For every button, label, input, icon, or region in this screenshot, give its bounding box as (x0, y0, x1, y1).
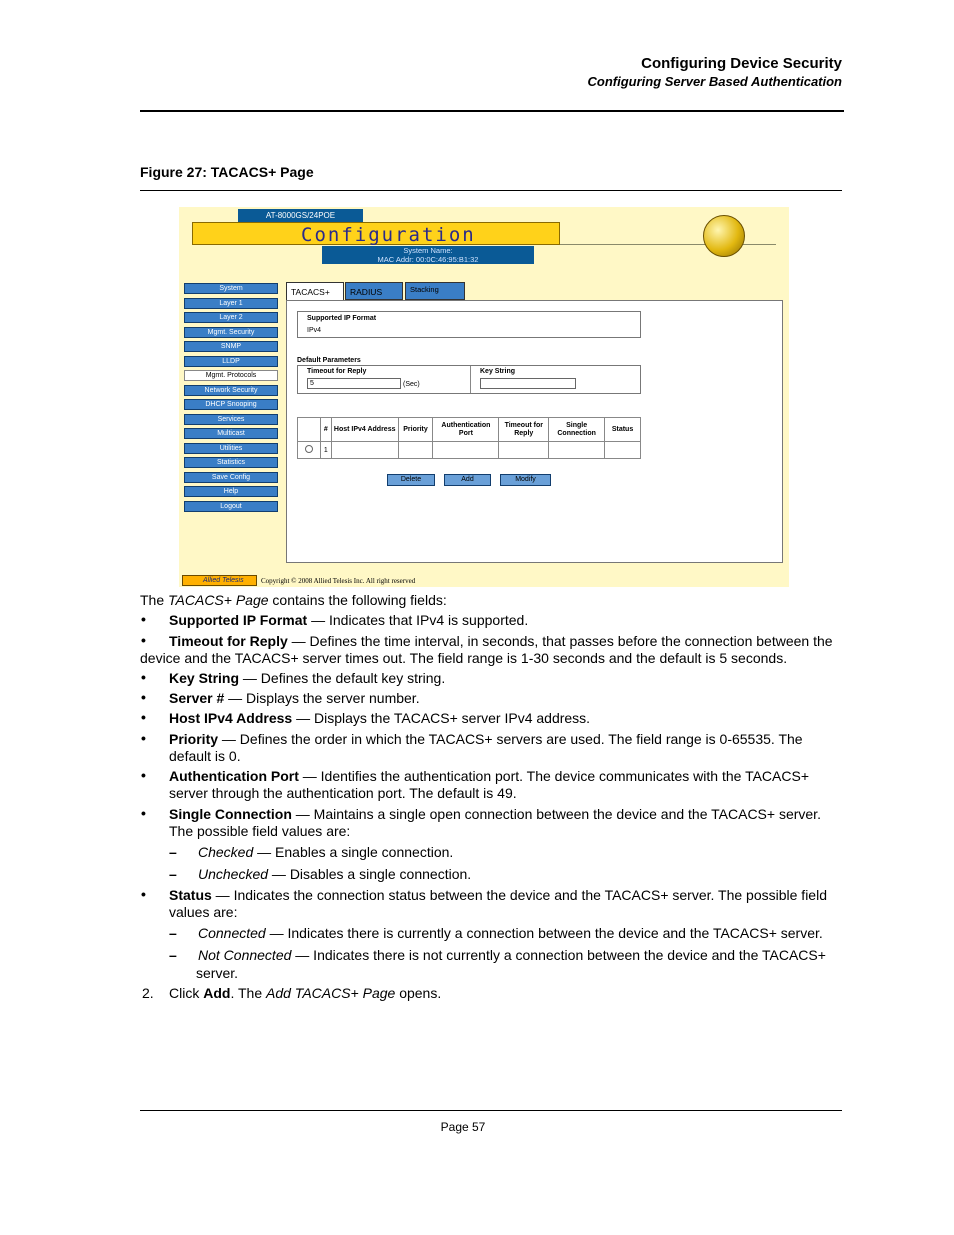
dash-marker: – (169, 866, 177, 882)
bullet-priority-cont: default is 0. (169, 748, 241, 764)
cell-timeout (499, 442, 549, 459)
bullet-host-ipv4 (169, 710, 590, 727)
dash-marker: – (169, 947, 177, 963)
nav-item-help[interactable]: Help (184, 486, 278, 497)
header-auth-port: Authentication Port (433, 418, 499, 442)
bullet-desc: — Indicates that IPv4 is supported. (307, 612, 529, 628)
sub-not-connected-cont: server. (196, 965, 239, 981)
bullet-term: Status (169, 887, 212, 903)
supported-ip-format-box (297, 311, 641, 338)
sub-connected (198, 925, 823, 942)
header-single: Single Connection (549, 418, 605, 442)
bullet-marker: • (141, 632, 146, 648)
bullet-term: Priority (169, 731, 219, 747)
nav-item-system[interactable]: System (184, 283, 278, 294)
sub-desc: — Indicates there is currently a connection between the device and the TACACS+ server. (265, 925, 823, 941)
system-info (322, 246, 534, 264)
step-mid: . The (230, 985, 266, 1001)
bullet-desc: — Maintains a single open connection between the device and the TACACS+ server. (291, 806, 821, 822)
cell-status (605, 442, 641, 459)
bullet-status (169, 887, 827, 904)
cell-single (549, 442, 605, 459)
header-timeout: Timeout for Reply (499, 418, 549, 442)
dash-marker: – (169, 844, 177, 860)
sub-term: Unchecked (198, 866, 269, 882)
cell-auth-port (433, 442, 499, 459)
nav-item-services[interactable]: Services (184, 414, 278, 425)
banner-title: Configuration (301, 224, 476, 246)
key-string-label: Key String (480, 368, 516, 375)
bullet-priority (169, 731, 803, 748)
step-post: opens. (395, 985, 442, 1001)
default-params-box (297, 365, 641, 394)
bullet-term: Key String (169, 670, 240, 686)
timeout-input[interactable]: 5 (307, 378, 401, 389)
nav-menu (184, 283, 278, 515)
bullet-term: Supported IP Format (169, 612, 308, 628)
bullet-desc: — Displays the server number. (224, 690, 420, 706)
mac-address: MAC Addr: 00:0C:46:95:B1:32 (377, 254, 479, 264)
nav-item-layer1[interactable]: Layer 1 (184, 298, 278, 309)
figure-caption: Figure 27: TACACS+ Page (140, 164, 314, 180)
delete-button[interactable]: Delete (387, 474, 435, 486)
tab-radius[interactable]: RADIUS (345, 282, 403, 300)
nav-item-lldp[interactable]: LLDP (184, 356, 278, 367)
sub-checked (198, 844, 453, 861)
intro-post: contains the following fields: (268, 592, 447, 608)
default-params-label: Default Parameters (297, 357, 361, 364)
cell-priority (398, 442, 433, 459)
bullet-single-connection-cont: The possible field values are: (169, 823, 351, 839)
section-subtitle: Configuring Server Based Authentication (587, 74, 842, 89)
timeout-label: Timeout for Reply (307, 368, 367, 375)
bullet-marker: • (141, 669, 146, 685)
nav-item-mgmt-security[interactable]: Mgmt. Security (184, 327, 278, 338)
nav-item-dhcp-snooping[interactable]: DHCP Snooping (184, 399, 278, 410)
sub-desc: — Enables a single connection. (253, 844, 454, 860)
sub-term: Connected (198, 925, 266, 941)
timeout-unit: (Sec) (403, 381, 420, 388)
bullet-marker: • (141, 886, 146, 902)
bullet-server-num (169, 690, 420, 707)
bullet-desc: — Defines the order in which the TACACS+ servers are used. The field range is 0-65535. The (218, 731, 803, 747)
footer-rule (140, 1110, 842, 1111)
tab-stacking[interactable]: Stacking (405, 282, 465, 300)
header-priority: Priority (398, 418, 433, 442)
allied-telesis-logo: Allied Telesis (182, 575, 257, 586)
supported-ip-format-label: Supported IP Format (307, 315, 377, 322)
nav-item-utilities[interactable]: Utilities (184, 443, 278, 454)
bullet-marker: • (141, 730, 146, 746)
sub-term: Not Connected (198, 947, 292, 963)
bullet-supported-ip (169, 612, 528, 629)
intro-paragraph (140, 592, 447, 609)
step-bold: Add (203, 985, 231, 1001)
tab-tacacs[interactable]: TACACS+ (286, 282, 344, 300)
dash-marker: – (169, 925, 177, 941)
param-divider (470, 366, 471, 393)
bullet-auth-port (169, 768, 809, 785)
bullet-desc: — Identifies the authentication port. The device communicates with the TACACS+ (298, 768, 809, 784)
header-select (298, 418, 321, 442)
section-title: Configuring Device Security (641, 55, 842, 72)
bullet-marker: • (141, 689, 146, 705)
globe-logo-icon (703, 215, 745, 257)
row-radio[interactable] (305, 445, 313, 453)
bullet-desc: — Defines the time interval, in seconds, that passes before the connection between the (287, 633, 833, 649)
intro-pre: The (140, 592, 169, 608)
bullet-single-connection (169, 806, 821, 823)
header-status: Status (605, 418, 641, 442)
cell-num: 1 (320, 442, 331, 459)
add-button[interactable]: Add (444, 474, 491, 486)
bullet-timeout-cont: device and the TACACS+ server times out. The field range is 1-30 seconds and the default is 5 seconds. (140, 650, 788, 666)
nav-item-logout[interactable]: Logout (184, 501, 278, 512)
nav-item-statistics[interactable]: Statistics (184, 457, 278, 468)
bullet-desc: — Displays the TACACS+ server IPv4 address. (292, 710, 591, 726)
sub-desc: — Disables a single connection. (268, 866, 472, 882)
tacacs-panel (286, 300, 783, 563)
sub-desc: — Indicates there is not currently a connection between the device and the TACACS+ (291, 947, 826, 963)
cell-host (331, 442, 398, 459)
figure-rule (140, 190, 842, 191)
bullet-term: Host IPv4 Address (169, 710, 293, 726)
bullet-marker: • (141, 611, 146, 627)
step-pre: Click (169, 985, 204, 1001)
bullet-marker: • (141, 767, 146, 783)
header-num: # (320, 418, 331, 442)
bullet-marker: • (141, 709, 146, 725)
nav-item-multicast[interactable]: Multicast (184, 428, 278, 439)
header-host: Host IPv4 Address (331, 418, 398, 442)
sub-unchecked (198, 866, 471, 883)
bullet-term: Authentication Port (169, 768, 299, 784)
header-rule (140, 110, 844, 112)
nav-item-mgmt-protocols[interactable]: Mgmt. Protocols (184, 370, 278, 381)
server-table (297, 417, 641, 459)
bullet-key-string (169, 670, 445, 687)
copyright-text: Copyright © 2008 Allied Telesis Inc. All right reserved (261, 577, 416, 585)
banner-line (560, 244, 776, 245)
bullet-desc: — Indicates the connection status between the device and the TACACS+ server. The possible field (211, 887, 827, 903)
key-string-input[interactable] (480, 378, 576, 389)
nav-item-snmp[interactable]: SNMP (184, 341, 278, 352)
configuration-banner (192, 222, 560, 245)
nav-item-save-config[interactable]: Save Config (184, 472, 278, 483)
bullet-timeout (169, 633, 833, 650)
tacacs-page-screenshot (179, 207, 789, 587)
bullet-term: Single Connection (169, 806, 292, 822)
model-label: AT-8000GS/24POE (238, 209, 363, 222)
bullet-desc: — Defines the default key string. (239, 670, 446, 686)
bullet-auth-port-cont: server through the authentication port. The default is 49. (169, 785, 517, 801)
system-name: System Name: (403, 246, 453, 255)
page-number: Page 57 (440, 1120, 486, 1134)
nav-item-network-security[interactable]: Network Security (184, 385, 278, 396)
table-header-row (298, 418, 641, 442)
sub-not-connected (198, 947, 826, 964)
supported-ip-format-value: IPv4 (307, 327, 322, 334)
intro-italic: TACACS+ Page (168, 592, 269, 608)
sub-term: Checked (198, 844, 254, 860)
step-number: 2. (142, 985, 154, 1001)
bullet-status-cont: values are: (169, 904, 238, 920)
table-row (298, 442, 641, 459)
bullet-term: Timeout for Reply (169, 633, 288, 649)
bullet-term: Server # (169, 690, 225, 706)
modify-button[interactable]: Modify (500, 474, 551, 486)
step-italic: Add TACACS+ Page (266, 985, 396, 1001)
nav-item-layer2[interactable]: Layer 2 (184, 312, 278, 323)
step-text (169, 985, 441, 1002)
bullet-marker: • (141, 805, 146, 821)
row-select[interactable] (298, 442, 321, 459)
